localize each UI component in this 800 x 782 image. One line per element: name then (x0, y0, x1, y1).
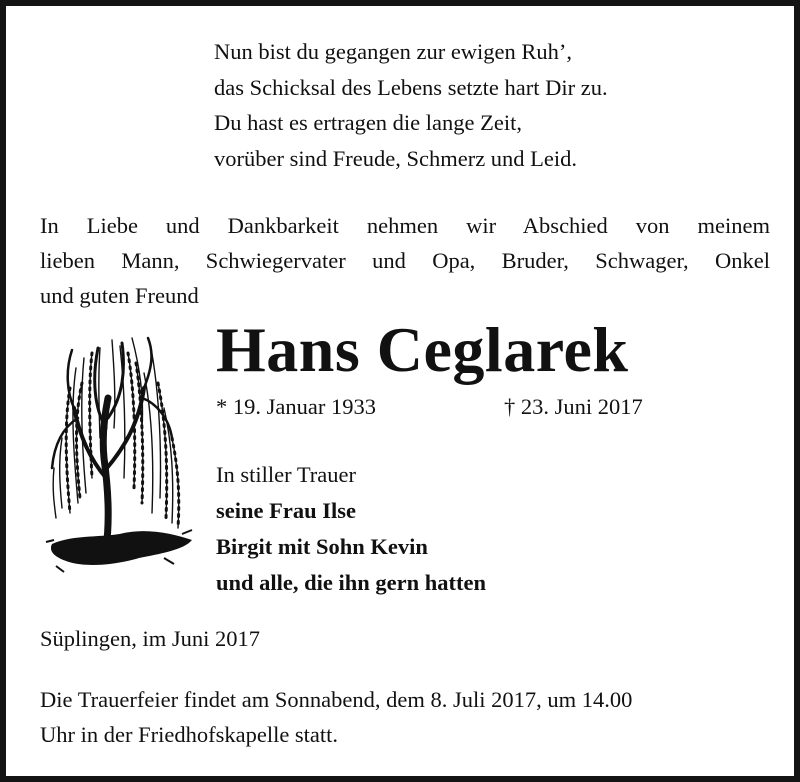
poem-line: Nun bist du gegangen zur ewigen Ruh’, (214, 39, 573, 64)
poem-line: das Schicksal des Lebens setzte hart Dir zu. (214, 75, 608, 100)
poem-line: vorüber sind Freude, Schmerz und Leid. (214, 146, 578, 171)
mourners-intro: In stiller Trauer (216, 462, 356, 487)
intro-line: In Liebe und Dankbarkeit nehmen wir Abschied von meinem (40, 213, 770, 238)
intro-line: und guten Freund (40, 283, 199, 308)
mourner-line: Birgit mit Sohn Kevin (216, 534, 428, 559)
intro-line: lieben Mann, Schwiegervater und Opa, Bruder, Schwager, Onkel (40, 248, 770, 273)
ceremony-line: Uhr in der Friedhofskapelle statt. (40, 722, 339, 747)
poem-line: Du hast es ertragen die lange Zeit, (214, 110, 523, 135)
birth-date: * 19. Januar 1933 (216, 394, 376, 419)
ceremony-line: Die Trauerfeier findet am Sonnabend, dem 8. Juli 2017, um 14.00 (40, 687, 633, 712)
death-date: † 23. Juni 2017 (504, 394, 643, 419)
weeping-willow-icon (44, 328, 194, 588)
mourner-line: und alle, die ihn gern hatten (216, 570, 487, 595)
place-date: Süplingen, im Juni 2017 (40, 626, 261, 651)
deceased-name: Hans Ceglarek (216, 314, 629, 385)
mourner-line: seine Frau Ilse (216, 498, 356, 523)
